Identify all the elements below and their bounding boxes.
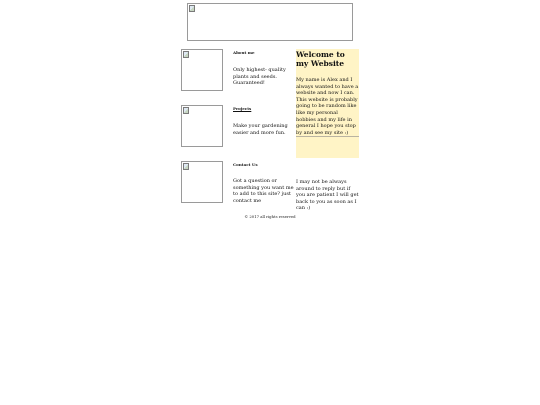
broken-image-icon — [183, 51, 189, 58]
contact-heading: Contact Us — [233, 162, 258, 167]
projects-link[interactable]: Projects — [233, 106, 252, 111]
about-heading: About me — [233, 50, 255, 55]
welcome-divider — [296, 136, 359, 137]
about-text: Only highest- quality plants and seeds. Guaranteed! — [233, 67, 286, 87]
projects-thumbnail-image — [181, 105, 223, 147]
broken-image-icon — [189, 5, 195, 12]
footer-copyright: © 2017 all rights reserved — [244, 214, 296, 219]
welcome-text: My name is Alex and I always wanted to have a website and now I can. This website is probably going to be random like like my personal hobbies and my life in general I hope you stop by and see my site :) — [296, 77, 359, 136]
about-thumbnail-image — [181, 49, 223, 91]
broken-image-icon — [183, 163, 189, 170]
contact-text: Got a question or something you want me to add to this site? just contact me — [233, 178, 294, 204]
welcome-title: Welcome to my Website — [296, 50, 345, 68]
contact-thumbnail-image — [181, 161, 223, 203]
banner-image — [187, 3, 353, 41]
projects-text: Make your gardening easier and more fun. — [233, 123, 288, 136]
broken-image-icon — [183, 107, 189, 114]
availability-note: I may not be always around to reply but if you are patient I will get back to you as soon as I can :) — [296, 179, 359, 212]
